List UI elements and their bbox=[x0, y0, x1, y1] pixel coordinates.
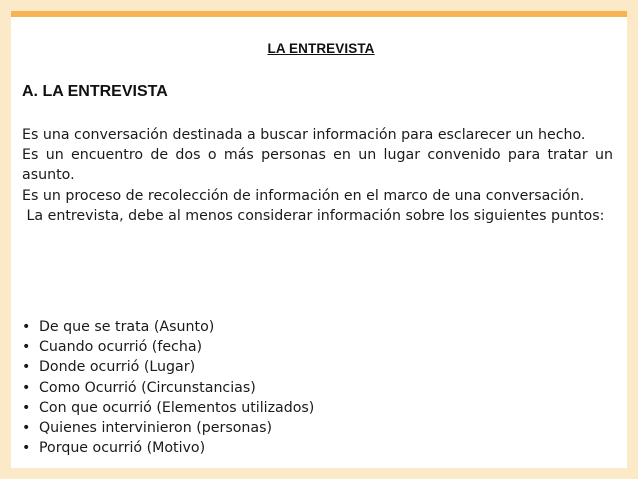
paragraph-points-intro: La entrevista, debe al menos considerar información sobre los siguientes puntos: bbox=[22, 207, 605, 224]
list-item bbox=[22, 378, 314, 398]
list-item-text: Con que ocurrió (Elementos utilizados) bbox=[39, 399, 315, 416]
section-heading: A. LA ENTREVISTA bbox=[22, 83, 168, 100]
list-item-text: Cuando ocurrió (fecha) bbox=[39, 339, 203, 356]
bullet-icon: • bbox=[22, 359, 31, 376]
list-item bbox=[22, 418, 314, 438]
list-item bbox=[22, 337, 314, 357]
list-item bbox=[22, 317, 314, 337]
list-item bbox=[22, 398, 314, 418]
paragraph-definition-3: Es un proceso de recolección de información en el marco de una conversación. bbox=[22, 187, 585, 204]
bullet-icon: • bbox=[22, 379, 31, 396]
list-item-text: Quienes intervinieron (personas) bbox=[39, 420, 272, 437]
bullet-icon: • bbox=[22, 399, 31, 416]
list-item-text: Donde ocurrió (Lugar) bbox=[39, 359, 196, 376]
list-item-text: Porque ocurrió (Motivo) bbox=[39, 440, 206, 457]
body-text bbox=[22, 125, 613, 226]
accent-bar bbox=[11, 11, 627, 17]
list-item-text: De que se trata (Asunto) bbox=[39, 319, 215, 335]
bullet-icon: • bbox=[22, 420, 31, 437]
list-item bbox=[22, 438, 314, 458]
bullet-icon: • bbox=[22, 319, 31, 335]
bullet-list bbox=[22, 317, 314, 458]
paragraph-definition-2: Es un encuentro de dos o más personas en un lugar convenido para tratar un asunto. bbox=[22, 147, 613, 184]
slide-title: LA ENTREVISTA bbox=[267, 41, 375, 56]
list-item bbox=[22, 357, 314, 377]
list-item-text: Como Ocurrió (Circunstancias) bbox=[39, 379, 256, 396]
bullet-icon: • bbox=[22, 339, 31, 356]
paragraph-definition-1: Es una conversación destinada a buscar información para esclarecer un hecho. bbox=[22, 127, 586, 143]
bullet-icon: • bbox=[22, 440, 31, 457]
